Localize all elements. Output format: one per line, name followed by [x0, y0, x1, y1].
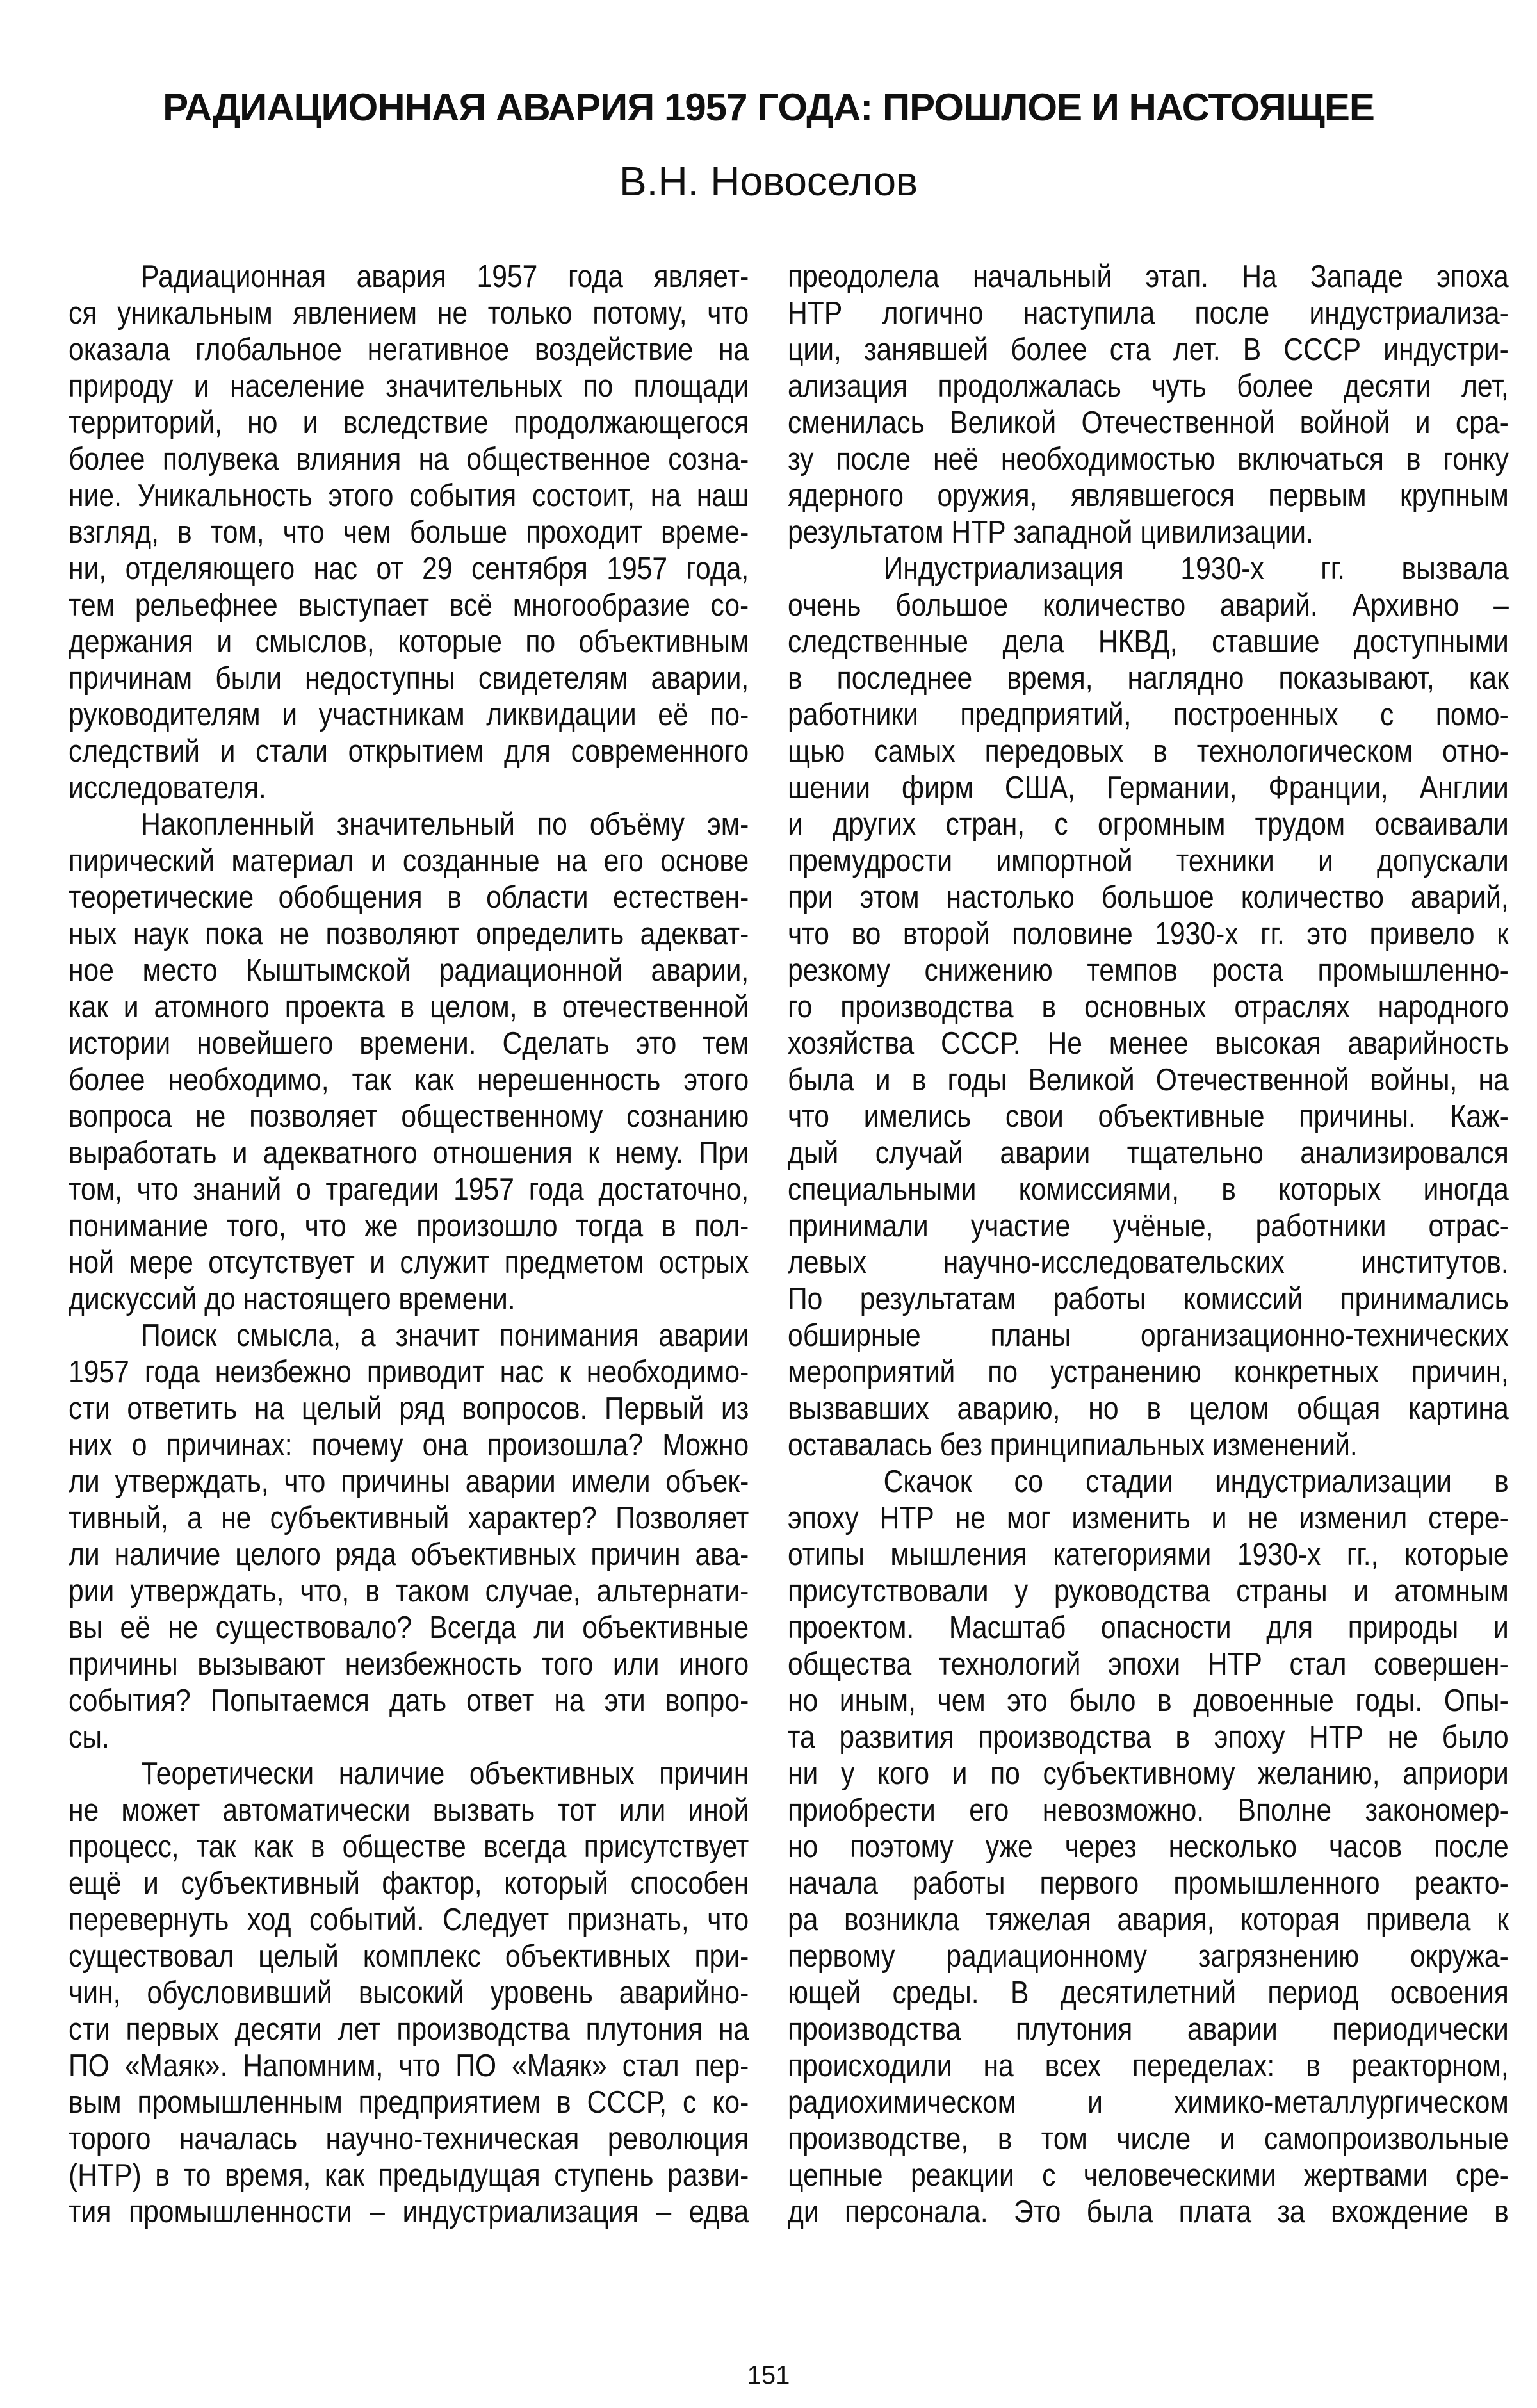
text-line: очень большое количество аварий. Архивно – [788, 588, 1509, 623]
text-line: первому радиационному загрязнению окружа- [788, 1939, 1509, 1974]
text-line: вым промышленным предприятием в СССР, с ко- [69, 2085, 749, 2120]
text-line: рии утверждать, что, в таком случае, альтернати- [69, 1574, 749, 1609]
text-line: преодолела начальный этап. На Западе эпоха [788, 259, 1509, 294]
text-line: тия промышленности – индустриализация – едва [69, 2195, 749, 2229]
text-line: приобрести его невозможно. Вполне закономер- [788, 1793, 1509, 1828]
text-line: ции, занявшей более ста лет. В СССР индустри- [788, 332, 1509, 367]
text-line: но иным, чем это было в довоенные годы. Опы- [788, 1683, 1509, 1718]
text-line: том, что знаний о трагедии 1957 года достаточно, [69, 1172, 749, 1207]
text-line: работники предприятий, построенных с помо- [788, 698, 1509, 732]
text-line: вызвавших аварию, но в целом общая картина [788, 1391, 1509, 1426]
text-line: специальными комиссиями, в которых иногда [788, 1172, 1509, 1207]
text-line: Поиск смысла, а значит понимания аварии [141, 1318, 749, 1353]
text-line: происходили на всех переделах: в реакторном, [788, 2049, 1509, 2083]
text-line: цепные реакции с человеческими жертвами сре- [788, 2158, 1509, 2193]
text-line: тивный, а не субъективный характер? Позволяет [69, 1501, 749, 1536]
text-line: производства плутония аварии периодически [788, 2012, 1509, 2047]
text-line: ли утверждать, что причины аварии имели объек- [69, 1464, 749, 1499]
text-line: проектом. Масштаб опасности для природы и [788, 1610, 1509, 1645]
article-title: РАДИАЦИОННАЯ АВАРИЯ 1957 ГОДА: ПРОШЛОЕ И НАСТОЯЩЕЕ [163, 86, 1374, 129]
text-line: перевернуть ход событий. Следует признать, что [69, 1903, 749, 1937]
text-line: ещё и субъективный фактор, который способен [69, 1866, 749, 1901]
text-line: ся уникальным явлением не только потому, что [69, 296, 749, 331]
text-line: левых научно-исследовательских институтов. [788, 1245, 1509, 1280]
text-line: следственные дела НКВД, ставшие доступными [788, 625, 1509, 659]
text-line: ние. Уникальность этого события состоит, на наш [69, 479, 749, 513]
text-line: го производства в основных отраслях народного [788, 990, 1509, 1024]
text-line: руководителям и участникам ликвидации её по- [69, 698, 749, 732]
text-line: чин, обусловивший высокий уровень аварийно- [69, 1976, 749, 2010]
text-line: ра возникла тяжелая авария, которая привела к [788, 1903, 1509, 1937]
text-line: зу после неё необходимостью включаться в гонку [788, 442, 1509, 477]
article-author: В.Н. Новоселов [619, 158, 918, 204]
text-line: но поэтому уже через несколько часов после [788, 1830, 1509, 1864]
text-line: природу и население значительных по площади [69, 369, 749, 404]
text-line: исследователя. [69, 771, 266, 805]
text-line: оказала глобальное негативное воздействие на [69, 332, 749, 367]
text-line: причины вызывают неизбежность того или иного [69, 1647, 749, 1682]
text-line: общества технологий эпохи НТР стал совершен- [788, 1647, 1509, 1682]
paragraph [788, 551, 1509, 1464]
text-line: премудрости импортной техники и допускали [788, 844, 1509, 878]
text-line: производстве, в том числе и самопроизвольные [788, 2122, 1509, 2156]
text-line: ной мере отсутствует и служит предметом острых [69, 1245, 749, 1280]
text-line: сти первых десяти лет производства плутония на [69, 2012, 749, 2047]
text-line: существовал целый комплекс объективных при- [69, 1939, 749, 1974]
page-number: 151 [747, 2361, 790, 2389]
text-line: ное место Кыштымской радиационной аварии, [69, 953, 749, 988]
text-line: результатом НТР западной цивилизации. [788, 515, 1313, 550]
text-line: резкому снижению темпов роста промышленно- [788, 953, 1509, 988]
text-line: НТР логично наступила после индустриализа- [788, 296, 1509, 331]
text-line: ющей среды. В десятилетний период освоения [788, 1976, 1509, 2010]
text-line: торого началась научно-техническая революция [69, 2122, 749, 2156]
text-line: более необходимо, так как нерешенность этого [69, 1063, 749, 1097]
text-line: была и в годы Великой Отечественной войны, на [788, 1063, 1509, 1097]
text-line: оставалась без принципиальных изменений. [788, 1428, 1358, 1462]
text-line: эпоху НТР не мог изменить и не изменил стере- [788, 1501, 1509, 1536]
paragraph [69, 259, 749, 807]
text-line: что имелись свои объективные причины. Каж- [788, 1099, 1509, 1134]
paragraph [69, 807, 749, 1318]
text-line: ализация продолжалась чуть более десяти лет, [788, 369, 1509, 404]
text-line: дискуссий до настоящего времени. [69, 1282, 516, 1316]
text-line: них о причинах: почему она произошла? Можно [69, 1428, 749, 1462]
paragraph [788, 259, 1509, 551]
text-line: процесс, так как в обществе всегда присутствует [69, 1830, 749, 1864]
paragraph [69, 1756, 749, 2231]
text-line: и других стран, с огромным трудом осваивали [788, 807, 1509, 842]
text-line: вопроса не позволяет общественному сознанию [69, 1099, 749, 1134]
text-line: как и атомного проекта в целом, в отечественной [69, 990, 749, 1024]
text-line: Теоретически наличие объективных причин [141, 1757, 749, 1791]
text-line: дый случай аварии тщательно анализировался [788, 1136, 1509, 1170]
text-line: (НТР) в то время, как предыдущая ступень разви- [69, 2158, 749, 2193]
text-line: По результатам работы комиссий принимались [788, 1282, 1509, 1316]
text-line: принимали участие учёные, работники отрас- [788, 1209, 1509, 1243]
text-line: ПО «Маяк». Напомним, что ПО «Маяк» стал пер- [69, 2049, 749, 2083]
text-line: та развития производства в эпоху НТР не было [788, 1720, 1509, 1755]
text-line: ди персонала. Это была плата за вхождение в [788, 2195, 1509, 2229]
paragraph [788, 1464, 1509, 2231]
text-line: ни у кого и по субъективному желанию, априори [788, 1757, 1509, 1791]
text-line: обширные планы организационно-технических [788, 1318, 1509, 1353]
text-line: более полувека влияния на общественное созна- [69, 442, 749, 477]
text-line: начала работы первого промышленного реакто- [788, 1866, 1509, 1901]
text-line: сти ответить на целый ряд вопросов. Первый из [69, 1391, 749, 1426]
text-line: события? Попытаемся дать ответ на эти вопро- [69, 1683, 749, 1718]
text-line: ли наличие целого ряда объективных причин ава- [69, 1537, 749, 1572]
text-line: присутствовали у руководства страны и атомным [788, 1574, 1509, 1609]
text-line: следствий и стали открытием для современного [69, 734, 749, 769]
text-line: теоретические обобщения в области естествен- [69, 880, 749, 915]
text-line: хозяйства СССР. Не менее высокая аварийность [788, 1026, 1509, 1061]
text-line: тем рельефнее выступает всё многообразие со- [69, 588, 749, 623]
text-line: сменилась Великой Отечественной войной и сра- [788, 405, 1509, 440]
text-line: выработать и адекватного отношения к нему. При [69, 1136, 749, 1170]
text-line: истории новейшего времени. Сделать это тем [69, 1026, 749, 1061]
text-line: шении фирм США, Германии, Франции, Англии [788, 771, 1509, 805]
text-line: при этом настолько большое количество аварий, [788, 880, 1509, 915]
text-line: что во второй половине 1930-х гг. это привело к [788, 917, 1509, 951]
text-line: Скачок со стадии индустриализации в [883, 1464, 1509, 1499]
text-line: в последнее время, наглядно показывают, как [788, 661, 1509, 696]
text-line: ни, отделяющего нас от 29 сентября 1957 года, [69, 552, 749, 586]
text-line: взгляд, в том, что чем больше проходит време- [69, 515, 749, 550]
text-line: ядерного оружия, являвшегося первым крупным [788, 479, 1509, 513]
text-line: вы её не существовало? Всегда ли объективные [69, 1610, 749, 1645]
text-line: понимание того, что же произошло тогда в пол- [69, 1209, 749, 1243]
text-line: щью самых передовых в технологическом отно- [788, 734, 1509, 769]
text-line: пирический материал и созданные на его основе [69, 844, 749, 878]
text-line: отипы мышления категориями 1930-х гг., которые [788, 1537, 1509, 1572]
paragraph [69, 1318, 749, 1756]
text-line: радиохимическом и химико-металлургическом [788, 2085, 1509, 2120]
text-line: 1957 года неизбежно приводит нас к необходимо- [69, 1355, 749, 1389]
text-line: Радиационная авария 1957 года являет- [141, 259, 749, 294]
text-line: территорий, но и вследствие продолжающегося [69, 405, 749, 440]
text-line: Индустриализация 1930-х гг. вызвала [883, 552, 1509, 586]
text-column-right [788, 259, 1509, 2231]
text-line: мероприятий по устранению конкретных причин, [788, 1355, 1509, 1389]
text-line: держания и смыслов, которые по объективным [69, 625, 749, 659]
text-line: сы. [69, 1720, 110, 1755]
text-line: не может автоматически вызвать тот или иной [69, 1793, 749, 1828]
text-line: причинам были недоступны свидетелям аварии, [69, 661, 749, 696]
text-column-left [69, 259, 749, 2231]
text-line: ных наук пока не позволяют определить адекват- [69, 917, 749, 951]
text-line: Накопленный значительный по объёму эм- [141, 807, 749, 842]
